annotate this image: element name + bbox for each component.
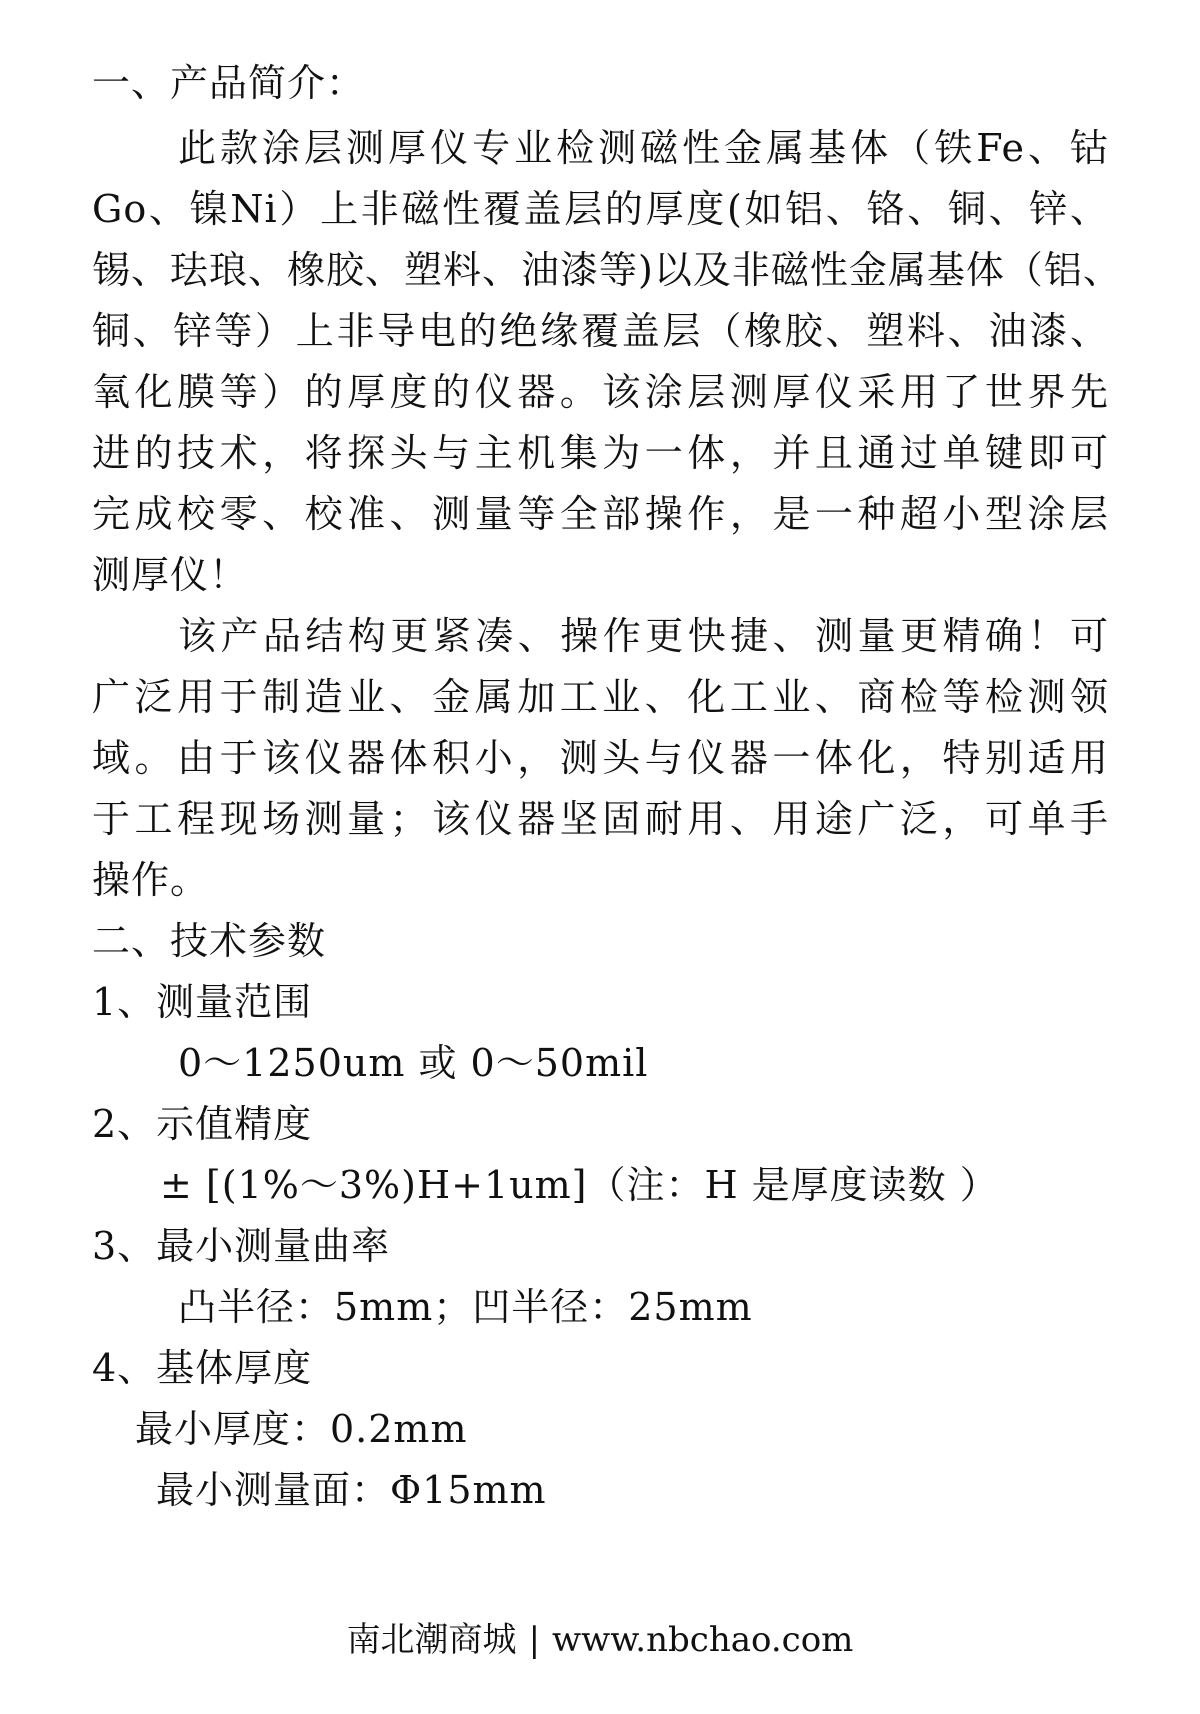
param-1-value: 0～1250um 或 0～50mil xyxy=(178,1041,649,1085)
param-3-title: 3、最小测量曲率 xyxy=(92,1224,391,1268)
param-2-value: ± [(1%～3%)H+1um]（注：H 是厚度读数 ） xyxy=(160,1163,999,1207)
para1-line-8: 测厚仪！ xyxy=(92,553,249,597)
param-4-extra: 最小测量面：Φ15mm xyxy=(156,1468,547,1512)
para1-line-7: 完成校零、校准、测量等全部操作，是一种超小型涂层 xyxy=(92,492,1109,536)
section1-heading: 一、产品简介： xyxy=(92,61,366,105)
footer-url-link[interactable]: www.nbchao.com xyxy=(552,1620,854,1660)
footer-site-name: 南北潮商城 xyxy=(346,1620,517,1660)
param-4-title: 4、基体厚度 xyxy=(92,1346,313,1390)
para2-line-3: 域。由于该仪器体积小，测头与仪器一体化，特别适用 xyxy=(92,736,1109,780)
para2-line-2: 广泛用于制造业、金属加工业、化工业、商检等检测领 xyxy=(92,675,1109,719)
para2-line-5: 操作。 xyxy=(92,858,210,902)
para1-line-1: 此款涂层测厚仪专业检测磁性金属基体（铁Fe、钴 xyxy=(178,126,1109,170)
section2-heading: 二、技术参数 xyxy=(92,919,327,963)
param-2-title: 2、示值精度 xyxy=(92,1102,313,1146)
param-3-value: 凸半径：5mm；凹半径：25mm xyxy=(178,1285,753,1329)
para1-line-5: 氧化膜等）的厚度的仪器。该涂层测厚仪采用了世界先 xyxy=(92,370,1109,414)
page-footer xyxy=(0,1615,1200,1665)
param-4-value: 最小厚度：0.2mm xyxy=(135,1407,468,1451)
footer-separator: | xyxy=(528,1620,541,1660)
para1-line-3: 锡、珐琅、橡胶、塑料、油漆等)以及非磁性金属基体（铝、 xyxy=(92,248,1122,292)
para1-line-6: 进的技术，将探头与主机集为一体，并且通过单键即可 xyxy=(92,431,1109,475)
para1-line-4: 铜、锌等）上非导电的绝缘覆盖层（橡胶、塑料、油漆、 xyxy=(92,309,1109,353)
para1-line-2: Go、镍Ni）上非磁性覆盖层的厚度(如铝、铬、铜、锌、 xyxy=(92,187,1109,231)
para2-line-1: 该产品结构更紧凑、操作更快捷、测量更精确！可 xyxy=(178,614,1109,658)
param-1-title: 1、测量范围 xyxy=(92,980,313,1024)
para2-line-4: 于工程现场测量；该仪器坚固耐用、用途广泛，可单手 xyxy=(92,797,1109,841)
